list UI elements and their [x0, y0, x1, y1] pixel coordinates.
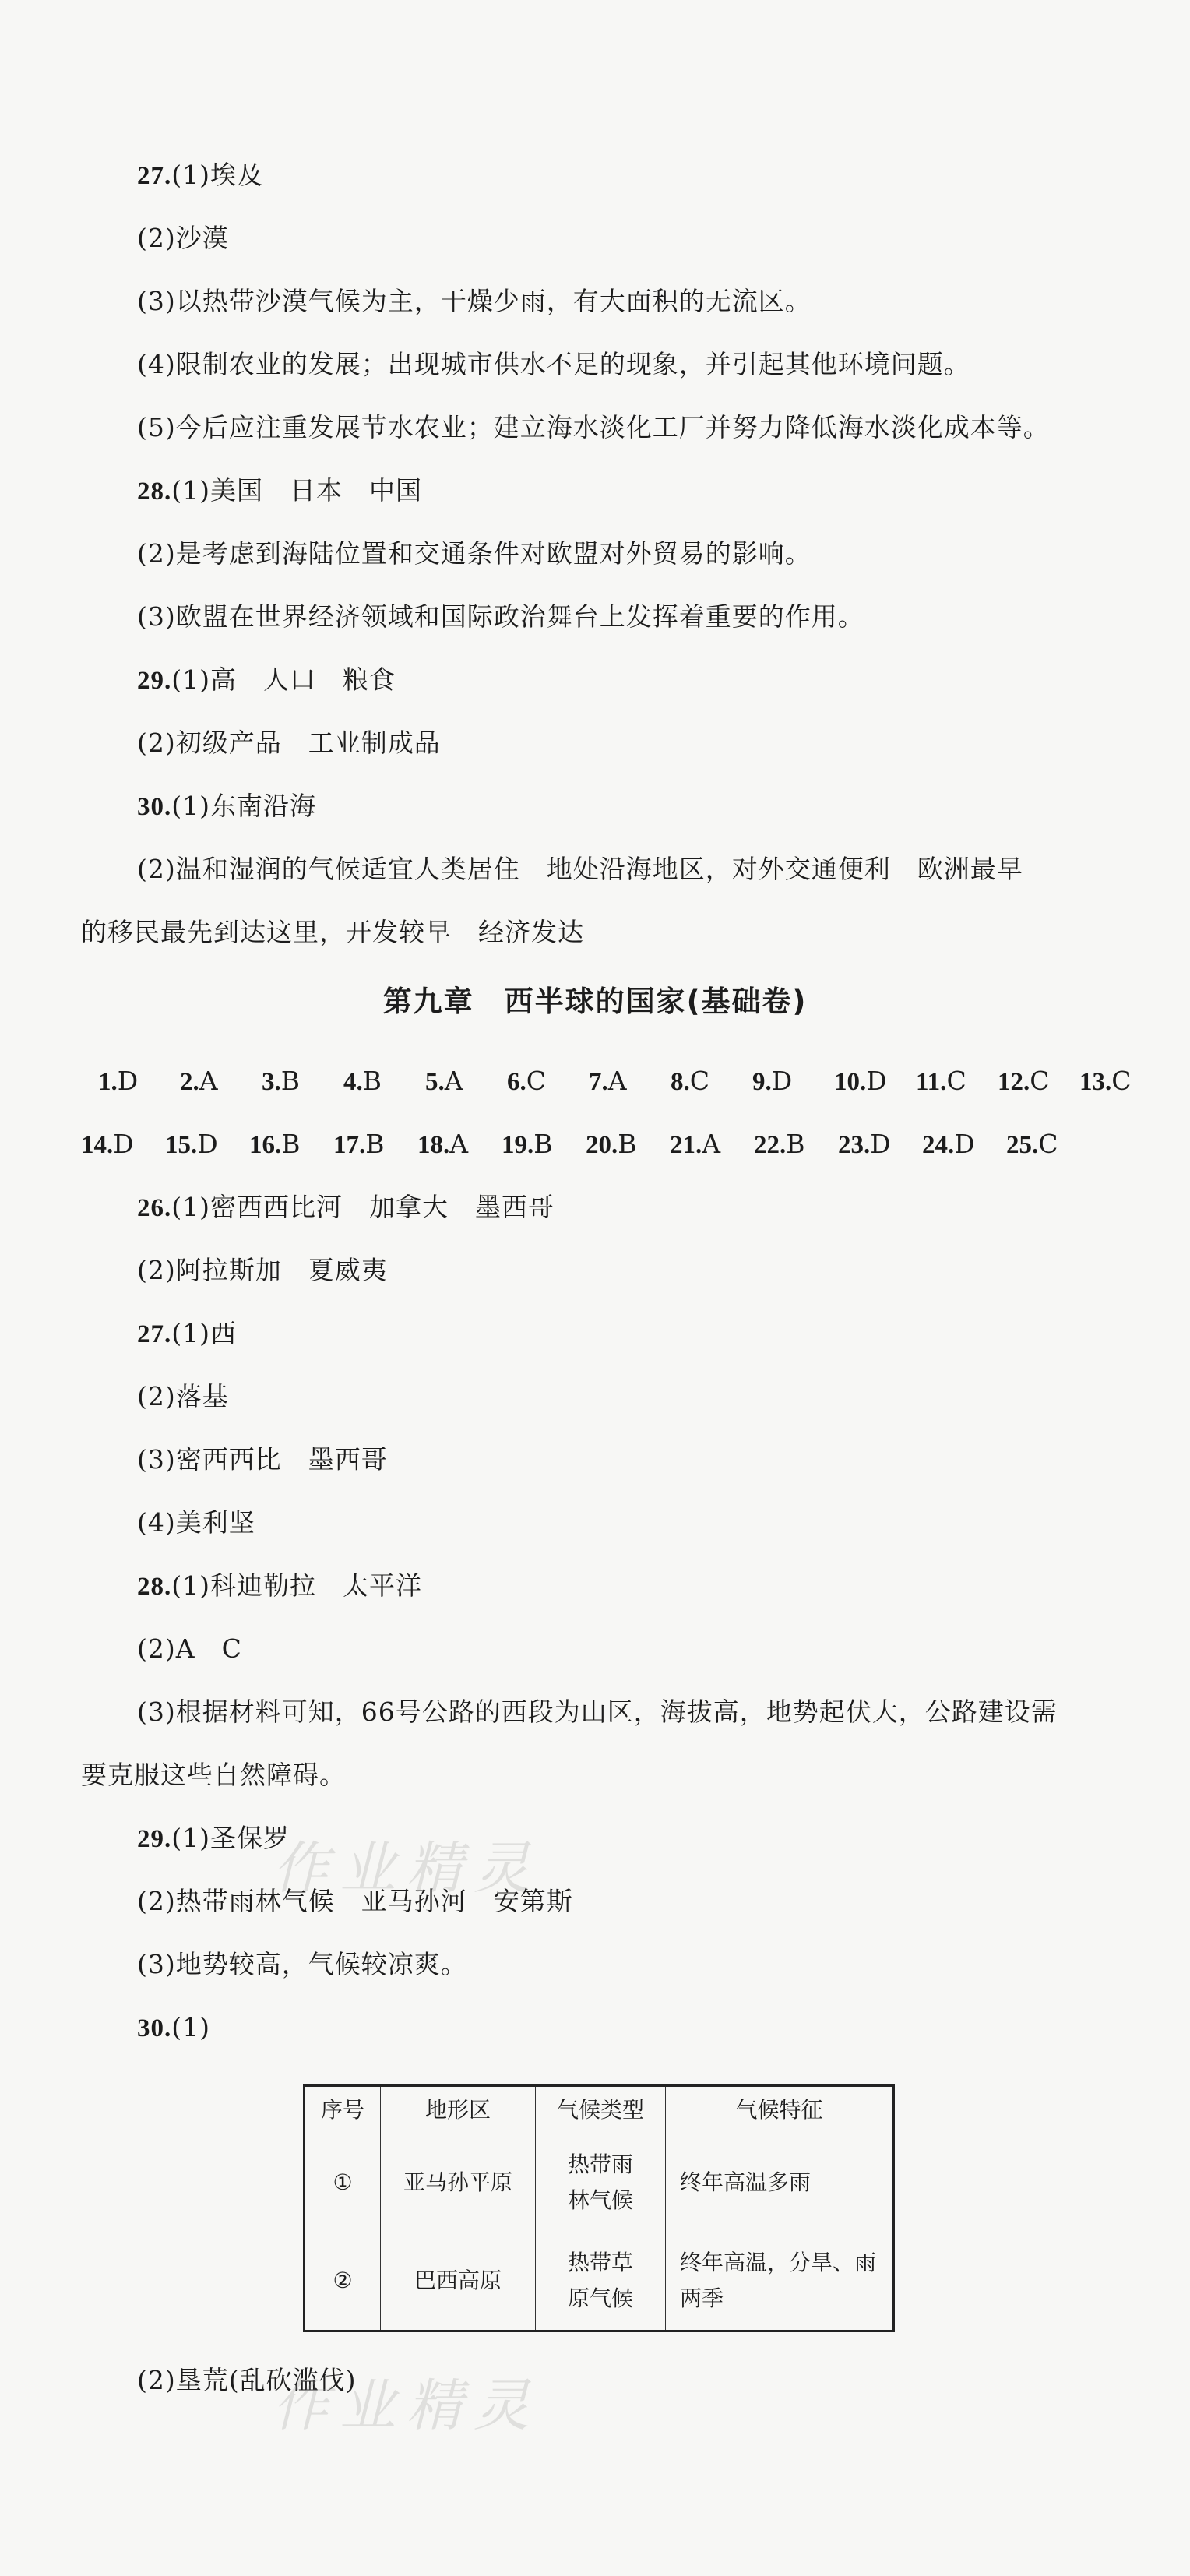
question-number: 19.	[502, 1131, 534, 1159]
table-cell	[666, 2232, 894, 2331]
answer-letter: B	[281, 1129, 301, 1159]
mc-answer	[262, 1064, 300, 1099]
table-cell	[536, 2134, 666, 2232]
question-number: 4.	[343, 1068, 363, 1096]
table-cell: 巴西高原	[381, 2232, 536, 2331]
answer-line	[137, 284, 812, 319]
answer-text: (1)	[171, 2012, 210, 2042]
answer-text: (3)以热带沙漠气候为主，干燥少雨，有大面积的无流区。	[137, 286, 812, 316]
answer-letter: D	[954, 1129, 975, 1159]
answer-letter: D	[197, 1129, 218, 1159]
answer-letter: B	[280, 1066, 301, 1096]
answer-letter: B	[786, 1129, 805, 1159]
answer-letter: C	[946, 1066, 966, 1096]
question-number: 15.	[165, 1131, 198, 1159]
answer-letter: D	[113, 1129, 134, 1159]
answer-line	[137, 789, 316, 824]
answer-line	[137, 1190, 555, 1225]
answer-text: (3)欧盟在世界经济领域和国际政治舞台上发挥着重要的作用。	[137, 601, 864, 632]
answer-text: (2)阿拉斯加 夏威夷	[137, 1255, 388, 1285]
answer-line	[137, 600, 864, 634]
mc-answer	[343, 1064, 382, 1099]
table-cell: 终年高温多雨	[666, 2134, 894, 2232]
question-number: 1.	[98, 1068, 118, 1096]
answer-text: (2)垦荒(乱砍滥伐)	[137, 2365, 357, 2395]
question-number: 6.	[507, 1068, 526, 1096]
answer-line	[137, 347, 970, 382]
answer-text: (1)科迪勒拉 太平洋	[171, 1570, 422, 1601]
answer-line	[81, 915, 584, 950]
answer-text: (3)地势较高，气候较凉爽。	[137, 1949, 467, 1979]
question-number: 2.	[180, 1068, 199, 1096]
answer-text: (1)埃及	[171, 160, 263, 190]
mc-answer	[670, 1127, 720, 1162]
answer-letter: C	[526, 1066, 546, 1096]
answer-text: (2)温和湿润的气候适宜人类居住 地处沿海地区，对外交通便利 欧洲最早	[137, 854, 1023, 884]
answer-letter: A	[449, 1129, 469, 1159]
question-number: 5.	[425, 1068, 445, 1096]
climate-table	[303, 2084, 895, 2332]
answer-text: 要克服这些自然障碍。	[81, 1760, 346, 1790]
question-number: 30.	[137, 2014, 172, 2042]
question-number: 25.	[1006, 1131, 1039, 1159]
answer-text: 的移民最先到达这里，开发较早 经济发达	[81, 917, 584, 947]
mc-answer	[838, 1127, 891, 1162]
table-header: 气候特征	[666, 2086, 894, 2134]
answer-text: (3)根据材料可知，66号公路的西段为山区，海拔高，地势起伏大，公路建设需	[137, 1697, 1058, 1727]
answer-letter: B	[618, 1129, 637, 1159]
answer-letter: C	[1030, 1066, 1050, 1096]
mc-answer	[180, 1064, 218, 1099]
answer-line	[137, 1380, 229, 1414]
question-number: 18.	[417, 1131, 450, 1159]
answer-letter: D	[870, 1129, 891, 1159]
mc-answer	[754, 1127, 805, 1162]
table-cell: ②	[305, 2232, 381, 2331]
cell-line: 热带雨	[567, 2151, 633, 2178]
answer-text: (2)A C	[137, 1633, 242, 1664]
answer-line	[81, 1758, 346, 1792]
answer-line	[137, 474, 422, 509]
table-cell	[536, 2232, 666, 2331]
mc-answer	[1079, 1064, 1132, 1099]
answer-line	[137, 221, 229, 255]
mc-answer	[671, 1064, 709, 1099]
answer-letter: A	[607, 1066, 627, 1096]
mc-answer	[502, 1127, 553, 1162]
chapter-heading: 第九章 西半球的国家(基础卷)	[382, 985, 808, 1018]
answer-line	[137, 1821, 290, 1856]
answer-text: (4)限制农业的发展；出现城市供水不足的现象，并引起其他环境问题。	[137, 349, 970, 379]
cell-line: 热带草	[567, 2250, 633, 2276]
question-number: 22.	[754, 1131, 787, 1159]
answer-letter: D	[117, 1066, 139, 1096]
answer-line	[137, 1253, 388, 1288]
table-cell: 亚马孙平原	[381, 2134, 536, 2232]
answer-line	[137, 663, 396, 698]
answer-letter: C	[689, 1066, 709, 1096]
answer-text: (1)东南沿海	[171, 791, 316, 821]
answer-line	[137, 158, 263, 193]
answer-line	[137, 1506, 255, 1540]
question-number: 28.	[137, 1573, 172, 1601]
answer-text: (1)高 人口 粮食	[171, 664, 396, 695]
answer-letter: A	[702, 1129, 721, 1159]
question-number: 10.	[834, 1068, 867, 1096]
answer-letter: B	[362, 1066, 382, 1096]
question-number: 3.	[262, 1068, 281, 1096]
answer-letter: B	[365, 1129, 385, 1159]
cell-line: 林气候	[567, 2187, 633, 2214]
mc-answer	[81, 1127, 134, 1162]
question-number: 14.	[81, 1131, 114, 1159]
answer-line	[137, 852, 1023, 886]
question-number: 16.	[249, 1131, 282, 1159]
mc-answer	[834, 1064, 887, 1099]
table-row	[305, 2134, 894, 2232]
answer-line	[137, 1632, 242, 1666]
question-number: 24.	[922, 1131, 955, 1159]
watermark: 作业精灵	[273, 1835, 541, 1901]
question-number: 21.	[670, 1131, 702, 1159]
answer-letter: A	[444, 1066, 463, 1096]
answer-text: (2)热带雨林气候 亚马孙河 安第斯	[137, 1886, 573, 1916]
answer-line	[137, 537, 812, 571]
mc-answer	[586, 1127, 637, 1162]
question-number: 9.	[752, 1068, 772, 1096]
answer-line	[137, 411, 1050, 445]
question-number: 11.	[916, 1068, 947, 1096]
question-number: 30.	[137, 793, 172, 821]
mc-answer	[1006, 1127, 1058, 1162]
question-number: 27.	[137, 162, 172, 190]
answer-letter: D	[866, 1066, 887, 1096]
cell-line: 原气候	[567, 2285, 633, 2312]
answer-letter: B	[533, 1129, 553, 1159]
answer-line	[137, 1443, 388, 1477]
mc-answer	[249, 1127, 301, 1162]
cell-line: 终年高温，分旱、雨	[680, 2250, 877, 2276]
answer-text: (3)密西西比 墨西哥	[137, 1444, 388, 1475]
table-header: 气候类型	[536, 2086, 666, 2134]
cell-line: 两季	[680, 2285, 724, 2312]
mc-answer	[922, 1127, 975, 1162]
question-number: 17.	[333, 1131, 366, 1159]
question-number: 29.	[137, 667, 172, 695]
mc-answer	[752, 1064, 792, 1099]
mc-answer	[417, 1127, 468, 1162]
mc-answer	[333, 1127, 385, 1162]
answer-line	[137, 1316, 237, 1351]
mc-answer	[589, 1064, 627, 1099]
answer-text: (2)是考虑到海陆位置和交通条件对欧盟对外贸易的影响。	[137, 538, 812, 569]
answer-text: (1)美国 日本 中国	[171, 475, 422, 506]
mc-answer	[98, 1064, 138, 1099]
table-header-row	[305, 2086, 894, 2134]
question-number: 26.	[137, 1194, 172, 1222]
question-number: 8.	[671, 1068, 690, 1096]
answer-text: (1)圣保罗	[171, 1823, 290, 1853]
answer-line	[137, 2010, 210, 2046]
mc-answer	[425, 1064, 463, 1099]
question-number: 29.	[137, 1825, 172, 1853]
answer-text: (2)落基	[137, 1381, 229, 1411]
question-number: 28.	[137, 477, 172, 506]
mc-answer	[165, 1127, 218, 1162]
answer-text: (4)美利坚	[137, 1507, 255, 1538]
answer-line	[137, 726, 441, 760]
watermark: 作业精灵	[273, 2373, 541, 2438]
table-row	[305, 2232, 894, 2331]
mc-answer	[998, 1064, 1050, 1099]
answer-text: (5)今后应注重发展节水农业；建立海水淡化工厂并努力降低海水淡化成本等。	[137, 412, 1050, 442]
mc-answer	[507, 1064, 546, 1099]
question-number: 13.	[1079, 1068, 1112, 1096]
answer-line	[137, 1569, 422, 1604]
answer-text: (1)密西西比河 加拿大 墨西哥	[171, 1192, 555, 1222]
answer-line	[137, 1947, 467, 1982]
question-number: 23.	[838, 1131, 871, 1159]
table-cell: ①	[305, 2134, 381, 2232]
answer-letter: D	[771, 1066, 793, 1096]
answer-text: (1)西	[171, 1318, 237, 1348]
question-number: 12.	[998, 1068, 1030, 1096]
table-header: 序号	[305, 2086, 381, 2134]
mc-answer	[916, 1064, 966, 1099]
answer-line	[137, 1695, 1058, 1729]
answer-text: (2)初级产品 工业制成品	[137, 728, 441, 758]
question-number: 7.	[589, 1068, 608, 1096]
answer-letter: A	[199, 1066, 218, 1096]
question-number: 20.	[586, 1131, 618, 1159]
answer-letter: C	[1111, 1066, 1132, 1096]
table-header: 地形区	[381, 2086, 536, 2134]
question-number: 27.	[137, 1320, 172, 1348]
answer-letter: C	[1038, 1129, 1058, 1159]
answer-text: (2)沙漠	[137, 223, 229, 253]
